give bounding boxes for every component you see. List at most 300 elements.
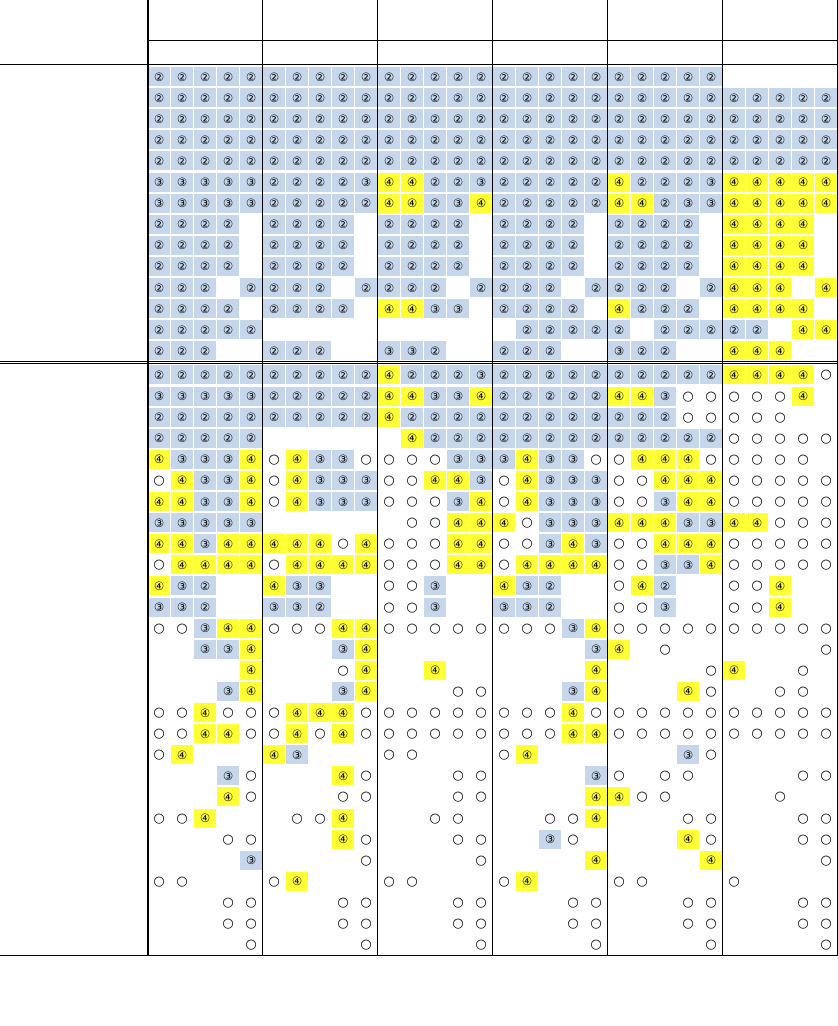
- slot-number: [148, 42, 171, 64]
- open-slot-mark: ○: [705, 726, 717, 742]
- open-slot-mark: ○: [475, 831, 487, 847]
- open-slot-mark: ○: [659, 789, 671, 805]
- slot-mark-round-4: ④: [516, 471, 538, 490]
- open-slot-mark: ○: [429, 451, 441, 467]
- slot-mark-round-2: ②: [148, 88, 170, 107]
- slot-mark-round-2: ②: [355, 130, 377, 149]
- open-slot-mark: ○: [797, 472, 809, 488]
- slot-mark-round-2: ②: [631, 257, 653, 276]
- slot-mark-round-2: ②: [194, 151, 216, 170]
- slot-mark-round-2: ②: [447, 130, 469, 149]
- slot-mark-round-2: ②: [654, 194, 676, 213]
- slot-mark-round-4: ④: [148, 492, 170, 511]
- slot-mark-round-2: ②: [263, 387, 285, 406]
- slot-mark-round-4: ④: [769, 257, 791, 276]
- slot-mark-round-4: ④: [677, 534, 699, 553]
- open-slot-mark: ○: [613, 557, 625, 573]
- open-slot-mark: ○: [797, 705, 809, 721]
- slot-mark-round-2: ②: [424, 236, 446, 255]
- event-total: [283, 957, 388, 973]
- slot-mark-round-3: ③: [148, 513, 170, 532]
- slot-mark-round-3: ③: [217, 194, 239, 213]
- slot-mark-round-2: ②: [585, 365, 607, 384]
- slot-mark-round-2: ②: [171, 215, 193, 234]
- slot-mark-round-4: ④: [355, 619, 377, 638]
- open-slot-mark: ○: [291, 620, 303, 636]
- slot-mark-round-3: ③: [539, 450, 561, 469]
- open-slot-mark: ○: [222, 705, 234, 721]
- member-name: [0, 554, 90, 575]
- member-name: [0, 808, 90, 829]
- open-slot-mark: ○: [544, 810, 556, 826]
- slot-mark-round-3: ③: [217, 387, 239, 406]
- open-slot-mark: ○: [498, 620, 510, 636]
- open-slot-mark: ○: [613, 768, 625, 784]
- open-slot-mark: ○: [613, 620, 625, 636]
- open-slot-mark: ○: [820, 726, 832, 742]
- member-ratio: [90, 470, 148, 491]
- open-slot-mark: ○: [383, 557, 395, 573]
- open-slot-mark: ○: [498, 705, 510, 721]
- member-name: [0, 256, 90, 277]
- slot-mark-round-3: ③: [562, 492, 584, 511]
- slot-mark-round-3: ③: [240, 194, 262, 213]
- slot-mark-round-4: ④: [562, 724, 584, 743]
- slot-mark-round-2: ②: [171, 109, 193, 128]
- slot-mark-round-4: ④: [332, 830, 354, 849]
- slot-mark-round-3: ③: [194, 640, 216, 659]
- slot-mark-round-2: ②: [286, 236, 308, 255]
- slot-mark-round-3: ③: [355, 492, 377, 511]
- slot-mark-round-2: ②: [194, 408, 216, 427]
- slot-number: [401, 42, 424, 64]
- slot-mark-round-2: ②: [746, 151, 768, 170]
- open-slot-mark: ○: [245, 916, 257, 932]
- open-slot-mark: ○: [728, 873, 740, 889]
- slot-mark-round-2: ②: [631, 215, 653, 234]
- slot-mark-round-2: ②: [401, 408, 423, 427]
- slot-mark-round-2: ②: [677, 88, 699, 107]
- open-slot-mark: ○: [153, 726, 165, 742]
- slot-mark-round-2: ②: [746, 320, 768, 339]
- open-slot-mark: ○: [774, 789, 786, 805]
- slot-mark-round-2: ②: [263, 408, 285, 427]
- open-slot-mark: ○: [613, 578, 625, 594]
- slot-mark-round-2: ②: [654, 408, 676, 427]
- slot-mark-round-3: ③: [194, 513, 216, 532]
- slot-mark-round-2: ②: [447, 67, 469, 86]
- open-slot-mark: ○: [383, 873, 395, 889]
- slot-mark-round-2: ②: [769, 88, 791, 107]
- slot-mark-round-2: ②: [309, 109, 331, 128]
- slot-mark-round-2: ②: [516, 387, 538, 406]
- slot-mark-round-4: ④: [746, 194, 768, 213]
- member-name: [0, 87, 90, 108]
- slot-mark-round-2: ②: [516, 173, 538, 192]
- slot-mark-round-2: ②: [677, 257, 699, 276]
- open-slot-mark: ○: [728, 451, 740, 467]
- open-slot-mark: ○: [360, 831, 372, 847]
- slot-mark-round-2: ②: [723, 88, 745, 107]
- slot-mark-round-2: ②: [240, 130, 262, 149]
- slot-mark-round-2: ②: [562, 408, 584, 427]
- slot-mark-round-2: ②: [539, 278, 561, 297]
- slot-mark-round-2: ②: [355, 194, 377, 213]
- member-ratio: [90, 172, 148, 193]
- slot-mark-round-4: ④: [677, 492, 699, 511]
- slot-mark-round-2: ②: [378, 130, 400, 149]
- slot-mark-round-2: ②: [700, 365, 722, 384]
- slot-mark-round-2: ②: [148, 320, 170, 339]
- open-slot-mark: ○: [797, 810, 809, 826]
- slot-mark-round-2: ②: [424, 109, 446, 128]
- slot-mark-round-2: ②: [309, 88, 331, 107]
- open-slot-mark: ○: [544, 705, 556, 721]
- slot-mark-round-4: ④: [378, 387, 400, 406]
- open-slot-mark: ○: [383, 599, 395, 615]
- grid-line: [722, 0, 723, 955]
- open-slot-mark: ○: [751, 726, 763, 742]
- open-slot-mark: ○: [774, 557, 786, 573]
- slot-mark-round-4: ④: [171, 745, 193, 764]
- slot-mark-round-2: ②: [539, 109, 561, 128]
- open-slot-mark: ○: [751, 388, 763, 404]
- open-slot-mark: ○: [659, 705, 671, 721]
- open-slot-mark: ○: [728, 388, 740, 404]
- open-slot-mark: ○: [383, 494, 395, 510]
- slot-mark-round-2: ②: [562, 387, 584, 406]
- slot-mark-round-4: ④: [309, 703, 331, 722]
- event-venue: [608, 21, 723, 39]
- slot-mark-round-2: ②: [769, 130, 791, 149]
- open-slot-mark: ○: [774, 472, 786, 488]
- member-name: [0, 364, 90, 385]
- slot-mark-round-4: ④: [585, 619, 607, 638]
- slot-mark-round-2: ②: [148, 151, 170, 170]
- slot-mark-round-4: ④: [585, 682, 607, 701]
- open-slot-mark: ○: [475, 705, 487, 721]
- slot-mark-round-2: ②: [654, 151, 676, 170]
- slot-mark-round-2: ②: [815, 109, 837, 128]
- event-date: [148, 0, 263, 22]
- open-slot-mark: ○: [682, 388, 694, 404]
- open-slot-mark: ○: [797, 515, 809, 531]
- open-slot-mark: ○: [544, 620, 556, 636]
- slot-mark-round-3: ③: [424, 299, 446, 318]
- slot-mark-round-2: ②: [470, 88, 492, 107]
- slot-mark-round-2: ②: [194, 215, 216, 234]
- event-venue: [493, 21, 608, 39]
- slot-mark-round-2: ②: [401, 257, 423, 276]
- slot-mark-round-2: ②: [516, 320, 538, 339]
- slot-mark-round-2: ②: [562, 194, 584, 213]
- open-slot-mark: ○: [613, 472, 625, 488]
- slot-mark-round-4: ④: [815, 278, 837, 297]
- slot-mark-round-2: ②: [608, 215, 630, 234]
- slot-mark-round-4: ④: [401, 387, 423, 406]
- member-ratio: [90, 298, 148, 319]
- slot-mark-round-2: ②: [447, 257, 469, 276]
- slot-mark-round-2: ②: [217, 365, 239, 384]
- slot-mark-round-2: ②: [309, 387, 331, 406]
- slot-mark-round-2: ②: [539, 236, 561, 255]
- open-slot-mark: ○: [820, 494, 832, 510]
- slot-mark-round-2: ②: [355, 365, 377, 384]
- open-slot-mark: ○: [268, 873, 280, 889]
- slot-mark-round-3: ③: [585, 492, 607, 511]
- member-name: [0, 702, 90, 723]
- member-name: [0, 850, 90, 871]
- slot-mark-round-4: ④: [746, 365, 768, 384]
- open-slot-mark: ○: [153, 747, 165, 763]
- open-slot-mark: ○: [245, 937, 257, 953]
- slot-mark-round-4: ④: [723, 194, 745, 213]
- open-slot-mark: ○: [820, 557, 832, 573]
- slot-mark-round-2: ②: [194, 576, 216, 595]
- slot-mark-round-2: ②: [240, 320, 262, 339]
- slot-mark-round-4: ④: [240, 619, 262, 638]
- slot-mark-round-2: ②: [654, 429, 676, 448]
- slot-mark-round-4: ④: [332, 766, 354, 785]
- slot-mark-round-3: ③: [562, 682, 584, 701]
- slot-mark-round-2: ②: [631, 278, 653, 297]
- open-slot-mark: ○: [659, 726, 671, 742]
- slot-mark-round-2: ②: [447, 429, 469, 448]
- slot-mark-round-4: ④: [516, 872, 538, 891]
- open-slot-mark: ○: [567, 810, 579, 826]
- open-slot-mark: ○: [153, 557, 165, 573]
- slot-mark-round-4: ④: [194, 809, 216, 828]
- slot-mark-round-2: ②: [539, 194, 561, 213]
- slot-mark-round-2: ②: [792, 88, 814, 107]
- slot-mark-round-3: ③: [470, 471, 492, 490]
- member-ratio: [90, 575, 148, 596]
- slot-mark-round-2: ②: [815, 130, 837, 149]
- slot-mark-round-2: ②: [171, 299, 193, 318]
- slot-mark-round-4: ④: [378, 299, 400, 318]
- slot-mark-round-2: ②: [194, 67, 216, 86]
- slot-number: [815, 42, 838, 64]
- not-attending-label: [286, 319, 309, 340]
- slot-mark-round-3: ③: [217, 173, 239, 192]
- member-ratio: [90, 829, 148, 850]
- member-ratio: [90, 193, 148, 214]
- slot-mark-round-2: ②: [355, 151, 377, 170]
- open-slot-mark: ○: [268, 726, 280, 742]
- member-name: [0, 786, 90, 807]
- slot-number: [217, 42, 240, 64]
- slot-mark-round-2: ②: [263, 151, 285, 170]
- event-total: [628, 957, 733, 973]
- open-slot-mark: ○: [452, 705, 464, 721]
- slot-mark-round-4: ④: [493, 576, 515, 595]
- slot-number: [769, 42, 792, 64]
- slot-mark-round-2: ②: [332, 173, 354, 192]
- member-name: [0, 214, 90, 235]
- slot-mark-round-2: ②: [401, 278, 423, 297]
- member-name: [0, 618, 90, 639]
- slot-mark-round-3: ③: [539, 513, 561, 532]
- slot-mark-round-2: ②: [585, 387, 607, 406]
- slot-mark-round-2: ②: [470, 109, 492, 128]
- open-slot-mark: ○: [314, 726, 326, 742]
- slot-mark-round-2: ②: [585, 151, 607, 170]
- slot-mark-round-2: ②: [171, 365, 193, 384]
- open-slot-mark: ○: [383, 472, 395, 488]
- not-attending-label: [792, 66, 815, 87]
- slot-mark-round-4: ④: [240, 640, 262, 659]
- slot-mark-round-2: ②: [470, 151, 492, 170]
- slot-mark-round-2: ②: [631, 88, 653, 107]
- slot-mark-round-2: ②: [654, 299, 676, 318]
- event-venue: [263, 21, 378, 39]
- slot-number: [700, 42, 723, 64]
- slot-mark-round-2: ②: [424, 257, 446, 276]
- slot-mark-round-2: ②: [217, 408, 239, 427]
- slot-mark-round-2: ②: [424, 173, 446, 192]
- slot-mark-round-2: ②: [309, 151, 331, 170]
- open-slot-mark: ○: [383, 705, 395, 721]
- slot-mark-round-3: ③: [194, 194, 216, 213]
- open-slot-mark: ○: [475, 852, 487, 868]
- slot-mark-round-2: ②: [608, 320, 630, 339]
- member-ratio: [90, 66, 148, 87]
- member-ratio: [90, 723, 148, 744]
- slot-mark-round-2: ②: [631, 429, 653, 448]
- slot-mark-round-2: ②: [447, 173, 469, 192]
- open-slot-mark: ○: [383, 726, 395, 742]
- member-name: [0, 108, 90, 129]
- open-slot-mark: ○: [222, 894, 234, 910]
- slot-mark-round-3: ③: [378, 341, 400, 360]
- open-slot-mark: ○: [751, 430, 763, 446]
- slot-mark-round-4: ④: [355, 682, 377, 701]
- slot-mark-round-2: ②: [148, 109, 170, 128]
- slot-mark-round-2: ②: [240, 88, 262, 107]
- slot-mark-round-4: ④: [631, 513, 653, 532]
- slot-mark-round-2: ②: [217, 299, 239, 318]
- slot-mark-round-2: ②: [194, 341, 216, 360]
- open-slot-mark: ○: [820, 937, 832, 953]
- member-name: [0, 277, 90, 298]
- slot-mark-round-4: ④: [562, 555, 584, 574]
- slot-mark-round-2: ②: [700, 109, 722, 128]
- open-slot-mark: ○: [567, 894, 579, 910]
- slot-mark-round-3: ③: [677, 513, 699, 532]
- slot-mark-round-2: ②: [562, 365, 584, 384]
- open-slot-mark: ○: [728, 494, 740, 510]
- slot-mark-round-2: ②: [263, 257, 285, 276]
- open-slot-mark: ○: [820, 641, 832, 657]
- slot-mark-round-2: ②: [424, 151, 446, 170]
- slot-mark-round-2: ②: [309, 365, 331, 384]
- slot-mark-round-2: ②: [309, 408, 331, 427]
- open-slot-mark: ○: [475, 726, 487, 742]
- slot-mark-round-2: ②: [677, 215, 699, 234]
- open-slot-mark: ○: [452, 810, 464, 826]
- member-ratio: [90, 449, 148, 470]
- slot-mark-round-2: ②: [585, 88, 607, 107]
- slot-mark-round-3: ③: [539, 471, 561, 490]
- open-slot-mark: ○: [475, 768, 487, 784]
- slot-mark-round-4: ④: [723, 278, 745, 297]
- slot-mark-round-4: ④: [608, 299, 630, 318]
- slot-mark-round-2: ②: [332, 299, 354, 318]
- slot-mark-round-2: ②: [631, 109, 653, 128]
- slot-mark-round-3: ③: [355, 173, 377, 192]
- member-ratio: [90, 934, 148, 955]
- slot-mark-round-2: ②: [470, 278, 492, 297]
- slot-mark-round-2: ②: [240, 429, 262, 448]
- slot-number: [723, 42, 746, 64]
- slot-mark-round-3: ③: [562, 513, 584, 532]
- slot-mark-round-2: ②: [677, 151, 699, 170]
- slot-mark-round-2: ②: [654, 130, 676, 149]
- slot-mark-round-4: ④: [378, 194, 400, 213]
- open-slot-mark: ○: [452, 831, 464, 847]
- slot-mark-round-2: ②: [516, 151, 538, 170]
- slot-mark-round-4: ④: [631, 576, 653, 595]
- slot-mark-round-2: ②: [516, 194, 538, 213]
- slot-mark-round-2: ②: [654, 173, 676, 192]
- slot-mark-round-2: ②: [240, 109, 262, 128]
- slot-mark-round-2: ②: [378, 215, 400, 234]
- member-name: [0, 150, 90, 171]
- slot-mark-round-2: ②: [585, 109, 607, 128]
- open-slot-mark: ○: [751, 409, 763, 425]
- event-venue: [723, 21, 838, 39]
- not-attending-label: [286, 428, 309, 449]
- slot-mark-round-3: ③: [424, 598, 446, 617]
- not-attending-label: [309, 512, 332, 533]
- slot-mark-round-2: ②: [148, 341, 170, 360]
- slot-mark-round-2: ②: [746, 109, 768, 128]
- slot-mark-round-3: ③: [217, 471, 239, 490]
- open-slot-mark: ○: [245, 705, 257, 721]
- slot-mark-round-2: ②: [654, 257, 676, 276]
- slot-mark-round-3: ③: [171, 450, 193, 469]
- slot-mark-round-2: ②: [516, 109, 538, 128]
- slot-mark-round-4: ④: [539, 555, 561, 574]
- slot-mark-round-2: ②: [309, 278, 331, 297]
- open-slot-mark: ○: [245, 768, 257, 784]
- slot-mark-round-2: ②: [700, 67, 722, 86]
- slot-number: [240, 42, 263, 64]
- slot-mark-round-3: ③: [470, 173, 492, 192]
- open-slot-mark: ○: [245, 894, 257, 910]
- slot-mark-round-4: ④: [723, 365, 745, 384]
- open-slot-mark: ○: [774, 409, 786, 425]
- slot-number: [654, 42, 677, 64]
- slot-mark-round-4: ④: [470, 513, 492, 532]
- member-ratio: [90, 386, 148, 407]
- slot-mark-round-4: ④: [240, 682, 262, 701]
- slot-mark-round-2: ②: [654, 341, 676, 360]
- slot-mark-round-2: ②: [516, 408, 538, 427]
- slot-mark-round-2: ②: [470, 429, 492, 448]
- slot-mark-round-4: ④: [217, 555, 239, 574]
- open-slot-mark: ○: [360, 916, 372, 932]
- slot-mark-round-2: ②: [217, 236, 239, 255]
- slot-mark-round-3: ③: [217, 682, 239, 701]
- slot-mark-round-2: ②: [493, 88, 515, 107]
- open-slot-mark: ○: [820, 852, 832, 868]
- slot-mark-round-2: ②: [631, 341, 653, 360]
- slot-mark-round-2: ②: [562, 236, 584, 255]
- open-slot-mark: ○: [636, 620, 648, 636]
- member-ratio: [90, 340, 148, 361]
- open-slot-mark: ○: [728, 578, 740, 594]
